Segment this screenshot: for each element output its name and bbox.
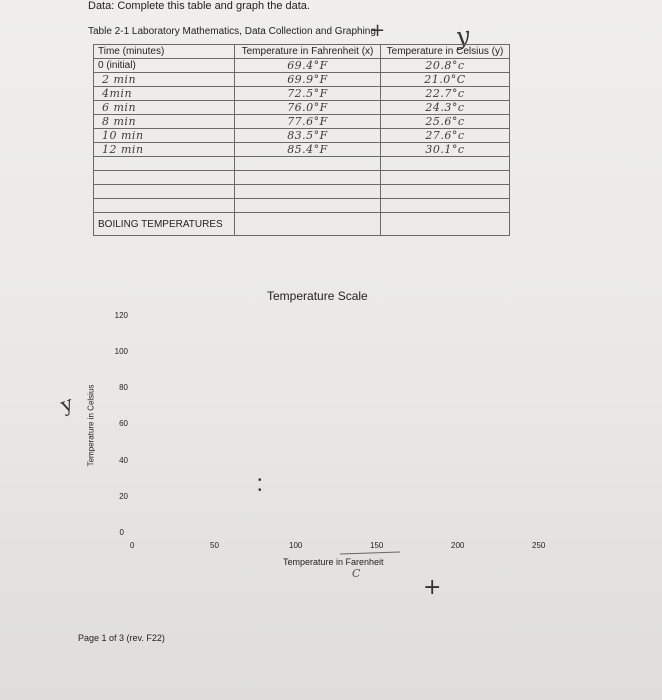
table-row xyxy=(94,87,510,101)
table-row-empty xyxy=(94,199,510,213)
time-cell: 12 min xyxy=(94,143,235,157)
fahrenheit-cell: 77.6°F xyxy=(235,115,381,129)
x-tick-label: 250 xyxy=(532,541,546,550)
time-cell: 10 min xyxy=(94,129,235,143)
y-tick-label: 20 xyxy=(119,492,128,501)
handwritten-plus-mark-bottom: + xyxy=(423,575,442,600)
fahrenheit-cell: 69.9°F xyxy=(235,73,381,87)
y-tick-label: 120 xyxy=(114,311,128,320)
handwritten-margin-y-mark: y xyxy=(57,390,77,418)
x-tick-label: 150 xyxy=(370,541,384,550)
table-row xyxy=(94,101,510,115)
y-tick-label: 60 xyxy=(119,419,128,428)
x-tick-label: 100 xyxy=(289,541,303,550)
y-tick-label: 100 xyxy=(114,347,128,356)
fahrenheit-cell: 76.0°F xyxy=(235,101,381,115)
celsius-cell: 24.3°c xyxy=(381,101,510,115)
y-tick-label: 40 xyxy=(119,456,128,465)
fahrenheit-cell: 85.4°F xyxy=(235,143,381,157)
column-header-celsius: Temperature in Celsius (y) xyxy=(381,45,510,59)
fahrenheit-cell: 72.5°F xyxy=(235,87,381,101)
table-header-row xyxy=(94,45,510,59)
celsius-cell: 20.8°c xyxy=(381,59,510,73)
fahrenheit-cell: 69.4°F xyxy=(235,59,381,73)
instructions-text: Data: Complete this table and graph the data. xyxy=(88,0,310,12)
boiling-row xyxy=(94,213,510,236)
time-cell: 4min xyxy=(94,87,235,101)
y-tick-label: 80 xyxy=(119,383,128,392)
table-row xyxy=(94,73,510,87)
celsius-cell: 22.7°c xyxy=(381,87,510,101)
time-cell: 2 min xyxy=(94,73,235,87)
time-cell: 8 min xyxy=(94,115,235,129)
column-header-time: Time (minutes) xyxy=(94,45,235,59)
celsius-cell: 25.6°c xyxy=(381,115,510,129)
table-row xyxy=(94,59,510,73)
page-footer: Page 1 of 3 (rev. F22) xyxy=(78,633,165,643)
handwritten-y-mark: y xyxy=(454,21,472,51)
column-header-fahrenheit: Temperature in Fahrenheit (x) xyxy=(235,45,381,59)
fahrenheit-cell: 83.5°F xyxy=(235,129,381,143)
x-axis-label: Temperature in Farenheit xyxy=(283,557,384,567)
handwritten-dots: • • xyxy=(258,475,262,496)
x-tick-label: 50 xyxy=(210,541,219,550)
celsius-cell: 21.0°C xyxy=(381,73,510,87)
table-row xyxy=(94,115,510,129)
handwritten-c-mark: C xyxy=(352,567,361,580)
graph-title: Temperature Scale xyxy=(267,289,368,303)
table-row xyxy=(94,143,510,157)
x-tick-label: 200 xyxy=(451,541,465,550)
table-row-empty xyxy=(94,157,510,171)
handwritten-plus-mark: + xyxy=(370,20,386,41)
underline-mark xyxy=(338,550,402,556)
celsius-cell: 30.1°c xyxy=(381,143,510,157)
data-table xyxy=(93,44,510,236)
time-cell: 0 (initial) xyxy=(94,59,235,73)
table-caption: Table 2-1 Laboratory Mathematics, Data Collection and Graphing xyxy=(88,26,376,37)
celsius-cell: 27.6°c xyxy=(381,129,510,143)
y-tick-label: 0 xyxy=(119,528,124,537)
time-cell: 6 min xyxy=(94,101,235,115)
x-tick-label: 0 xyxy=(130,541,135,550)
table-row-empty xyxy=(94,185,510,199)
table-row xyxy=(94,129,510,143)
boiling-label: BOILING TEMPERATURES xyxy=(94,213,235,236)
y-axis-label: Temperature in Celsius xyxy=(86,384,96,467)
table-row-empty xyxy=(94,171,510,185)
